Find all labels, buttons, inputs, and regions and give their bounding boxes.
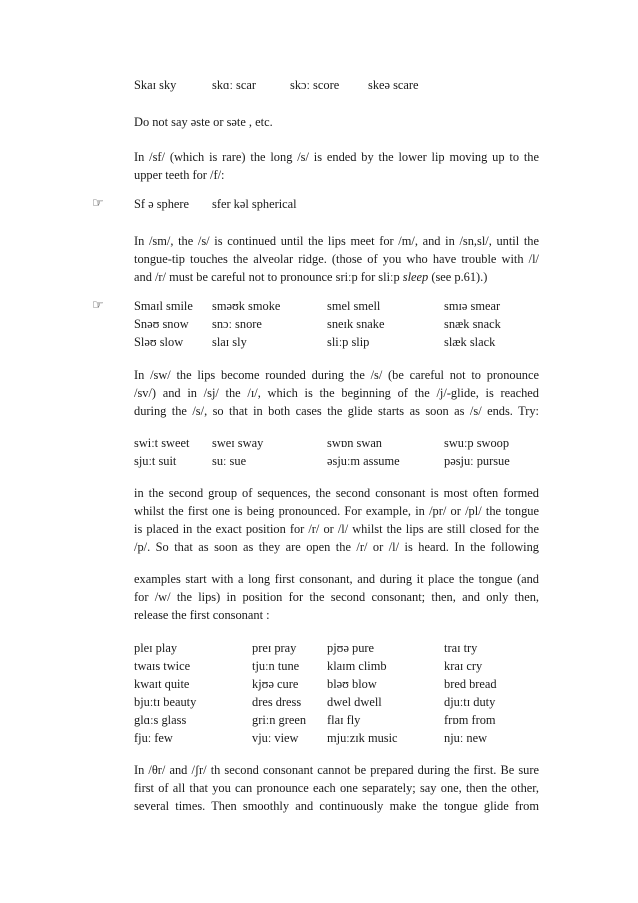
table-cell: traɪ try: [444, 641, 478, 655]
second-group-line-2: whilst the first one is being pronounced. For example, in /pr/ or /pl/ the tongue: [134, 504, 539, 518]
table-cell: twaɪs twice: [134, 659, 191, 673]
example-scar: skɑː scar: [212, 78, 256, 92]
table-cell: tjuːn tune: [252, 659, 300, 673]
table-cell: dres dress: [252, 695, 302, 709]
final-paragraph-line-2: first of all that you can pronounce each one separately; say one, then the other,: [134, 781, 539, 795]
table-cell: Sləʊ slow: [134, 335, 184, 349]
table-cell: frɒm from: [444, 713, 496, 727]
table-cell: Smaɪl smile: [134, 299, 193, 313]
table-cell: bləʊ blow: [327, 677, 377, 691]
table-cell: sneɪk snake: [327, 317, 385, 331]
table-cell: pjʊə pure: [327, 641, 375, 655]
sm-paragraph-line-1: In /sm/, the /s/ is continued until the lips meet for /m/, and in /sn,sl/, until the: [134, 234, 539, 248]
table-cell: djuːtɪ duty: [444, 695, 496, 709]
example-spherical: sfer kəl spherical: [212, 197, 297, 211]
table-cell: glɑːs glass: [134, 713, 187, 727]
sf-paragraph-line-2: upper teeth for /f/:: [134, 168, 225, 182]
sw-paragraph-line-2: /sv/) and in /sj/ the /ɪ/, which is the beginning of the /j/-glide, is reached: [134, 386, 539, 400]
table-cell: fjuː few: [134, 731, 173, 745]
table-cell: swuːp swoop: [444, 436, 510, 450]
table-cell: njuː new: [444, 731, 488, 745]
sm-italic-word: sleep: [402, 270, 429, 284]
table-cell: bjuːtɪ beauty: [134, 695, 197, 709]
table-cell: dwel dwell: [327, 695, 382, 709]
table-cell: snæk snack: [444, 317, 501, 331]
example-sky: Skaɪ sky: [134, 78, 177, 92]
sm-paragraph-text: and /r/ must be careful not to pronounce sriːp for sliːp: [134, 270, 400, 284]
second-group-line-4: /p/. So that as soon as they are open the /r/ or /l/ is heard. In the following: [134, 540, 539, 554]
examples-line-1: examples start with a long first consonant, and during it place the tongue (and: [134, 572, 539, 586]
table-cell: sweɪ sway: [212, 436, 264, 450]
table-cell: bred bread: [444, 677, 497, 691]
table-cell: sjuːt suit: [134, 454, 177, 468]
table-cell: griːn green: [252, 713, 307, 727]
examples-line-2: for /w/ the lips) in position for the second consonant; then, and only then,: [134, 590, 539, 604]
second-group-line-1: in the second group of sequences, the second consonant is most often formed: [134, 486, 539, 500]
example-sphere: Sf ə sphere: [134, 197, 190, 211]
sm-paragraph-line-3: [134, 270, 487, 285]
sm-paragraph-line-2: tongue-tip touches the alveolar ridge. (those of you who have trouble with /l/: [134, 252, 539, 266]
warning-line: Do not say əste or səte , etc.: [134, 115, 273, 129]
table-cell: əsjuːm assume: [327, 454, 400, 468]
table-cell: suː sue: [212, 454, 247, 468]
table-cell: kjʊə cure: [252, 677, 299, 691]
table-cell: preɪ pray: [252, 641, 297, 655]
second-group-line-3: is placed in the exact position for /r/ or /l/ whilst the lips are still closed for the: [134, 522, 539, 536]
table-cell: kraɪ cry: [444, 659, 483, 673]
table-cell: klaɪm climb: [327, 659, 387, 673]
pointing-hand-icon: ☞: [92, 196, 104, 211]
table-cell: smel smell: [327, 299, 381, 313]
table-cell: sliːp slip: [327, 335, 370, 349]
sw-paragraph-line-3: during the /s/, so that in both cases the glide starts as soon as /s/ ends. Try:: [134, 404, 539, 418]
table-cell: slaɪ sly: [212, 335, 247, 349]
table-cell: slæk slack: [444, 335, 496, 349]
table-cell: pleɪ play: [134, 641, 178, 655]
table-cell: swiːt sweet: [134, 436, 190, 450]
example-scare: skeə scare: [368, 78, 419, 92]
table-cell: mjuːzɪk music: [327, 731, 398, 745]
table-cell: smɪə smear: [444, 299, 501, 313]
pointing-hand-icon: ☞: [92, 298, 104, 313]
table-cell: snɔː snore: [212, 317, 262, 331]
example-score: skɔː score: [290, 78, 340, 92]
sm-paragraph-tail: (see p.61).): [428, 270, 488, 284]
table-cell: pəsjuː pursue: [444, 454, 510, 468]
sw-paragraph-line-1: In /sw/ the lips become rounded during the /s/ (be careful not to pronounce: [134, 368, 539, 382]
table-cell: sməʊk smoke: [212, 299, 281, 313]
sf-paragraph-line-1: In /sf/ (which is rare) the long /s/ is ended by the lower lip moving up to the: [134, 150, 539, 164]
table-cell: Snəʊ snow: [134, 317, 189, 331]
table-cell: swɒn swan: [327, 436, 383, 450]
final-paragraph-line-1: In /θr/ and /ʃr/ th second consonant cannot be prepared during the first. Be sure: [134, 763, 539, 777]
final-paragraph-line-3: several times. Then smoothly and continuously make the tongue glide from: [134, 799, 539, 813]
examples-line-3: release the first consonant :: [134, 608, 270, 622]
table-cell: kwaɪt quite: [134, 677, 190, 691]
table-cell: flaɪ fly: [327, 713, 361, 727]
table-cell: vjuː view: [252, 731, 299, 745]
